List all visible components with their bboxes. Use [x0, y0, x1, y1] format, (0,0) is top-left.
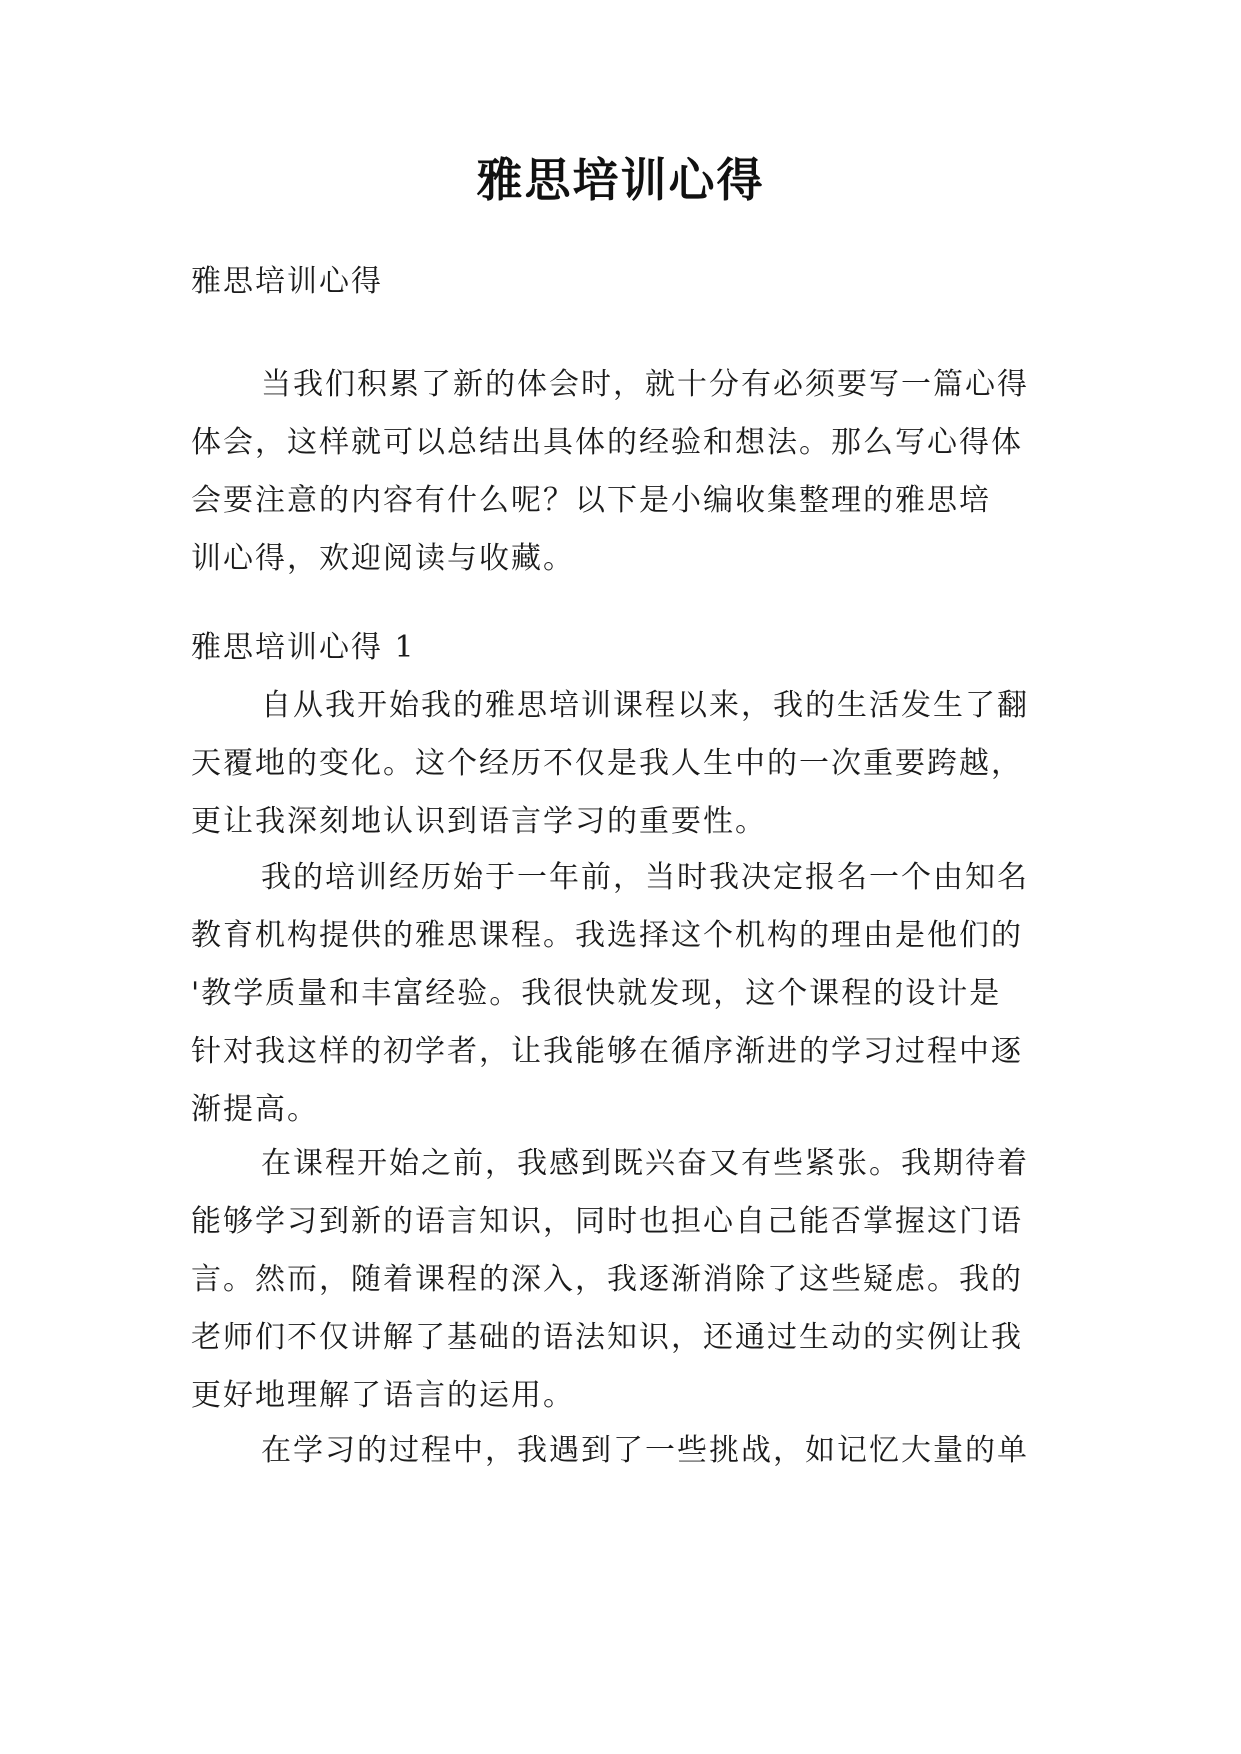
text-line: 更好地理解了语言的运用。 — [191, 1378, 575, 1413]
text-line: 能够学习到新的语言知识，同时也担心自己能否掌握这门语 — [191, 1204, 1023, 1239]
text-line: '教学质量和丰富经验。我很快就发现，这个课程的设计是 — [191, 976, 1002, 1011]
text-line: 渐提高。 — [191, 1092, 319, 1127]
page-title: 雅思培训心得 — [476, 153, 765, 207]
text-line: 教育机构提供的雅思课程。我选择这个机构的理由是他们的 — [191, 918, 1023, 953]
text-line: 自从我开始我的雅思培训课程以来，我的生活发生了翻 — [261, 688, 1029, 723]
intro-paragraph — [191, 356, 1061, 588]
text-line: 我的培训经历始于一年前，当时我决定报名一个由知名 — [261, 860, 1029, 895]
text-line: 天覆地的变化。这个经历不仅是我人生中的一次重要跨越， — [191, 746, 1023, 781]
text-line: 会要注意的内容有什么呢？以下是小编收集整理的雅思培 — [191, 483, 991, 518]
text-line: 当我们积累了新的体会时，就十分有必须要写一篇心得 — [261, 367, 1029, 402]
section-heading: 雅思培训心得 1 — [191, 630, 416, 665]
paragraph-1 — [191, 677, 1061, 851]
document-subtitle: 雅思培训心得 — [191, 264, 383, 299]
text-line: 言。然而，随着课程的深入，我逐渐消除了这些疑虑。我的 — [191, 1262, 1023, 1297]
text-line: 体会，这样就可以总结出具体的经验和想法。那么写心得体 — [191, 425, 1023, 460]
text-line: 针对我这样的初学者，让我能够在循序渐进的学习过程中逐 — [191, 1034, 1023, 1069]
paragraph-3 — [191, 1135, 1061, 1425]
text-line: 更让我深刻地认识到语言学习的重要性。 — [191, 804, 767, 839]
paragraph-4 — [191, 1422, 1061, 1480]
text-line: 在学习的过程中，我遇到了一些挑战，如记忆大量的单 — [261, 1433, 1029, 1468]
paragraph-2 — [191, 849, 1061, 1139]
text-line: 训心得，欢迎阅读与收藏。 — [191, 541, 575, 576]
text-line: 老师们不仅讲解了基础的语法知识，还通过生动的实例让我 — [191, 1320, 1023, 1355]
text-line: 在课程开始之前，我感到既兴奋又有些紧张。我期待着 — [261, 1146, 1029, 1181]
